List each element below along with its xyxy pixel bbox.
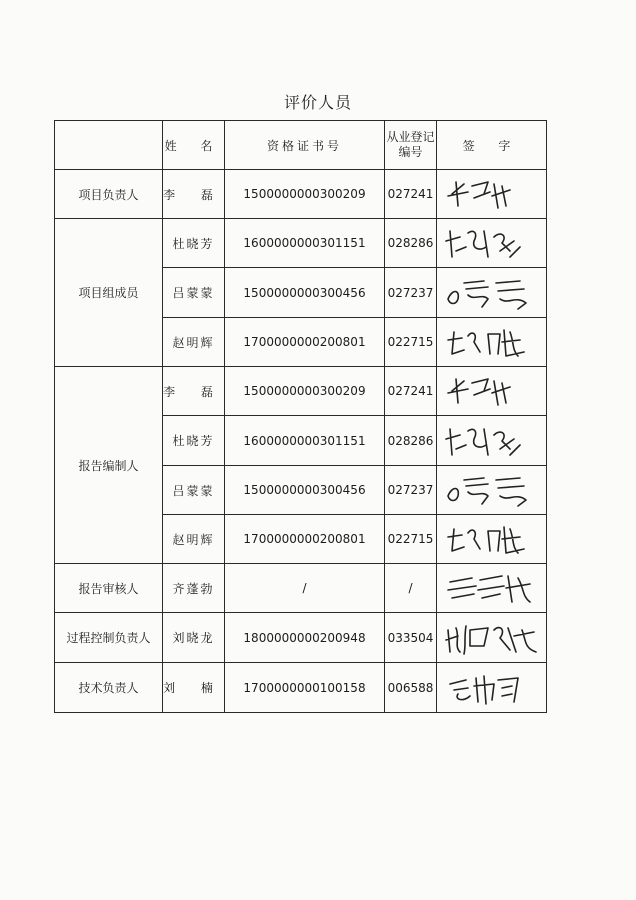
table-row bbox=[55, 219, 547, 268]
signature-cell bbox=[437, 170, 547, 219]
cert-number: 1800000000200948 bbox=[225, 613, 385, 663]
cert-number: 1700000000200801 bbox=[225, 318, 385, 367]
signature-cell bbox=[437, 564, 547, 613]
role-cell: 项目组成员 bbox=[55, 219, 163, 367]
page-title: 评价人员 bbox=[283, 93, 352, 112]
handwritten-signature bbox=[444, 517, 540, 561]
registration-number: 027241 bbox=[385, 367, 437, 416]
header-reg: 从业登记编号 bbox=[385, 121, 437, 170]
role-cell: 项目负责人 bbox=[55, 170, 163, 219]
person-name: 杜晓芳 bbox=[163, 219, 225, 268]
header-cert: 资格证书号 bbox=[225, 121, 385, 170]
person-name: 赵明辉 bbox=[163, 318, 225, 367]
handwritten-signature bbox=[444, 369, 540, 413]
table-row bbox=[55, 663, 547, 713]
table-row bbox=[55, 367, 547, 416]
person-name: 吕蒙蒙 bbox=[163, 466, 225, 515]
table-row bbox=[55, 613, 547, 663]
person-name: 刘 楠 bbox=[163, 663, 225, 713]
table-row bbox=[55, 170, 547, 219]
registration-number: 033504 bbox=[385, 613, 437, 663]
handwritten-signature bbox=[444, 172, 540, 216]
staff-table bbox=[54, 120, 547, 713]
handwritten-signature bbox=[444, 468, 540, 512]
signature-cell bbox=[437, 219, 547, 268]
registration-number: 027237 bbox=[385, 466, 437, 515]
cert-number: 1500000000300456 bbox=[225, 268, 385, 318]
person-name: 齐蓬勃 bbox=[163, 564, 225, 613]
person-name: 赵明辉 bbox=[163, 515, 225, 564]
cert-number: 1600000000301151 bbox=[225, 219, 385, 268]
handwritten-signature bbox=[444, 419, 540, 463]
registration-number: 027237 bbox=[385, 268, 437, 318]
registration-number: 027241 bbox=[385, 170, 437, 219]
registration-number: / bbox=[385, 564, 437, 613]
role-cell: 报告编制人 bbox=[55, 367, 163, 564]
cert-number: 1500000000300456 bbox=[225, 466, 385, 515]
handwritten-signature bbox=[444, 271, 540, 315]
person-name: 李 磊 bbox=[163, 170, 225, 219]
header-name: 姓 名 bbox=[163, 121, 225, 170]
signature-cell bbox=[437, 515, 547, 564]
cert-number: 1700000000200801 bbox=[225, 515, 385, 564]
signature-cell bbox=[437, 663, 547, 713]
handwritten-signature bbox=[444, 221, 540, 265]
role-cell: 过程控制负责人 bbox=[55, 613, 163, 663]
header-sign: 签 字 bbox=[437, 121, 547, 170]
signature-cell bbox=[437, 367, 547, 416]
table-header-row bbox=[55, 121, 547, 170]
handwritten-signature bbox=[444, 616, 540, 660]
signature-cell bbox=[437, 613, 547, 663]
cert-number: 1700000000100158 bbox=[225, 663, 385, 713]
role-cell: 报告审核人 bbox=[55, 564, 163, 613]
handwritten-signature bbox=[444, 566, 540, 610]
table-row bbox=[55, 564, 547, 613]
registration-number: 022715 bbox=[385, 515, 437, 564]
signature-cell bbox=[437, 318, 547, 367]
handwritten-signature bbox=[444, 666, 540, 710]
person-name: 刘晓龙 bbox=[163, 613, 225, 663]
table-body bbox=[55, 170, 547, 713]
registration-number: 028286 bbox=[385, 219, 437, 268]
registration-number: 006588 bbox=[385, 663, 437, 713]
registration-number: 022715 bbox=[385, 318, 437, 367]
handwritten-signature bbox=[444, 320, 540, 364]
cert-number: 1600000000301151 bbox=[225, 416, 385, 466]
role-cell: 技术负责人 bbox=[55, 663, 163, 713]
person-name: 吕蒙蒙 bbox=[163, 268, 225, 318]
signature-cell bbox=[437, 416, 547, 466]
registration-number: 028286 bbox=[385, 416, 437, 466]
cert-number: 1500000000300209 bbox=[225, 367, 385, 416]
person-name: 李 磊 bbox=[163, 367, 225, 416]
cert-number: / bbox=[225, 564, 385, 613]
signature-cell bbox=[437, 466, 547, 515]
header-role bbox=[55, 121, 163, 170]
cert-number: 1500000000300209 bbox=[225, 170, 385, 219]
signature-cell bbox=[437, 268, 547, 318]
person-name: 杜晓芳 bbox=[163, 416, 225, 466]
